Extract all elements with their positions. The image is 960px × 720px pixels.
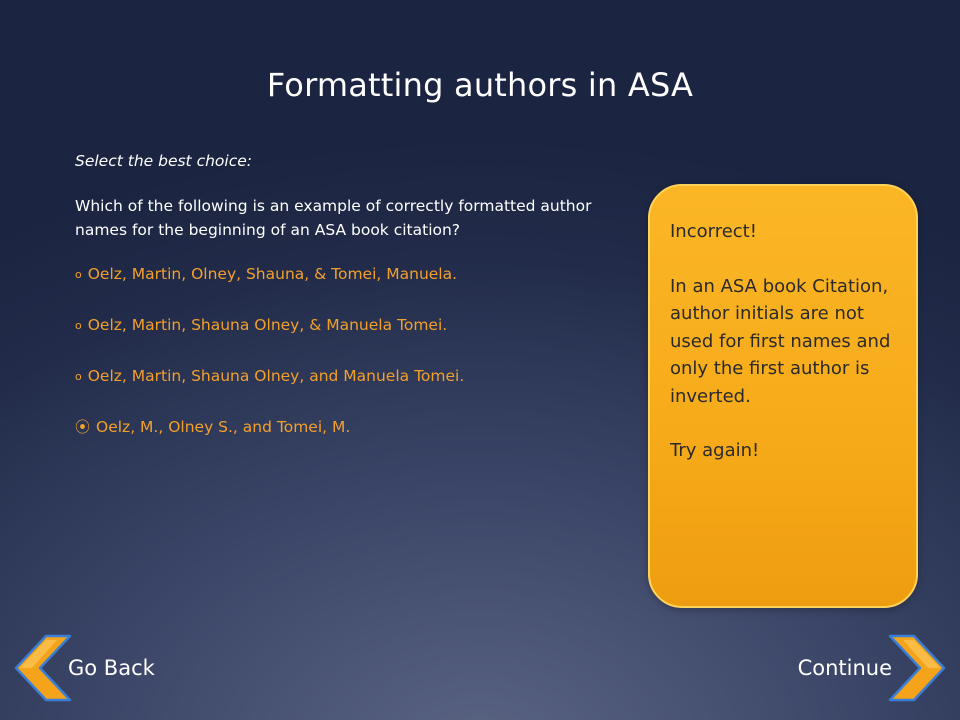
- continue-label: Continue: [797, 656, 892, 680]
- radio-icon: o: [75, 370, 82, 383]
- answer-option-4[interactable]: [75, 415, 595, 439]
- radio-icon: o: [75, 319, 82, 332]
- question-prompt: Which of the following is an example of correctly formatted author names for the beginning of an ASA book citation?: [75, 197, 592, 239]
- answer-option-2[interactable]: [75, 313, 595, 338]
- feedback-message: In an ASA book Citation, author initials are not used for first names and only the first author is inverted.: [670, 275, 891, 407]
- question-block: [75, 152, 595, 465]
- arrow-left-icon: [10, 632, 76, 704]
- slide-title: Formatting authors in ASA: [266, 66, 694, 104]
- arrow-right-icon: [884, 632, 950, 704]
- answer-option-label: Oelz, M., Olney S., and Tomei, M.: [96, 418, 351, 436]
- answer-option-label: Oelz, Martin, Shauna Olney, & Manuela Tomei.: [87, 316, 448, 334]
- continue-button[interactable]: [798, 632, 950, 704]
- answer-option-label: Oelz, Martin, Olney, Shauna, & Tomei, Manuela.: [87, 265, 458, 283]
- feedback-status: Incorrect!: [670, 221, 757, 242]
- instruction-text: Select the best choice:: [75, 152, 252, 170]
- go-back-label: Go Back: [68, 656, 155, 680]
- answer-option-3[interactable]: [75, 364, 595, 389]
- answer-option-1[interactable]: [75, 262, 595, 287]
- feedback-callout: [648, 184, 918, 608]
- answer-option-label: Oelz, Martin, Shauna Olney, and Manuela Tomei.: [87, 367, 465, 385]
- radio-selected-icon: ⦿: [75, 418, 91, 436]
- feedback-retry: Try again!: [670, 440, 760, 461]
- radio-icon: o: [75, 268, 82, 281]
- answer-options: [75, 262, 595, 439]
- go-back-button[interactable]: [10, 632, 155, 704]
